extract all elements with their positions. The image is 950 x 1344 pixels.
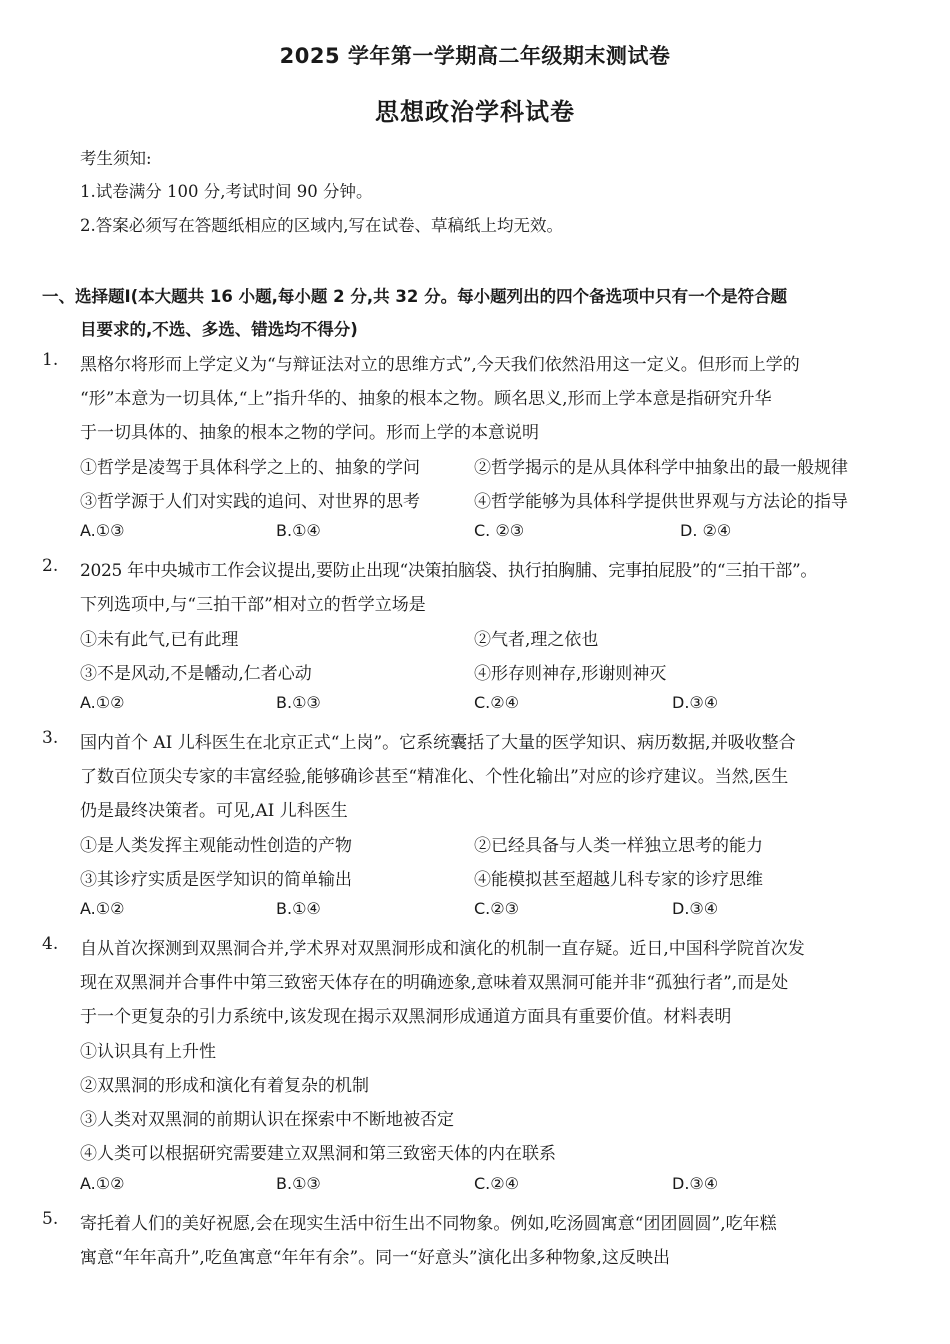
question-stem-line: 国内首个 AI 儿科医生在北京正式“上岗”。它系统囊括了大量的医学知识、病历数据,并吸收整合 bbox=[80, 733, 796, 753]
answer-choice-d: D.③④ bbox=[672, 693, 719, 712]
notice-heading: 考生须知: bbox=[80, 149, 152, 168]
statement-option: ④能模拟甚至超越儿科专家的诊疗思维 bbox=[474, 870, 763, 890]
exam-subtitle: 思想政治学科试卷 bbox=[375, 98, 575, 126]
statement-option: ②已经具备与人类一样独立思考的能力 bbox=[474, 836, 763, 856]
question-number: 3. bbox=[42, 728, 59, 748]
notice-item-1: 1.试卷满分 100 分,考试时间 90 分钟。 bbox=[80, 182, 373, 201]
statement-option: ①是人类发挥主观能动性创造的产物 bbox=[80, 836, 352, 856]
exam-title: 2025 学年第一学期高二年级期末测试卷 bbox=[279, 44, 671, 68]
statement-option: ③人类对双黑洞的前期认识在探索中不断地被否定 bbox=[80, 1110, 454, 1130]
answer-choice-b: B.①③ bbox=[276, 1174, 321, 1193]
notice-item-2: 2.答案必须写在答题纸相应的区域内,写在试卷、草稿纸上均无效。 bbox=[80, 216, 563, 235]
statement-option: ④形存则神存,形谢则神灭 bbox=[474, 664, 667, 684]
answer-choice-a: A.①③ bbox=[80, 521, 125, 540]
answer-choice-a: A.①② bbox=[80, 1174, 125, 1193]
answer-choice-b: B.①④ bbox=[276, 899, 321, 918]
statement-option: ③哲学源于人们对实践的追问、对世界的思考 bbox=[80, 492, 420, 512]
answer-choice-b: B.①④ bbox=[276, 521, 321, 540]
question-stem-line: “形”本意为一切具体,“上”指升华的、抽象的根本之物。顾名思义,形而上学本意是指研究升华 bbox=[80, 389, 772, 409]
answer-choice-a: A.①② bbox=[80, 899, 125, 918]
answer-choice-a: A.①② bbox=[80, 693, 125, 712]
answer-choice-c: C. ②③ bbox=[474, 521, 525, 540]
question-stem-line: 现在双黑洞并合事件中第三致密天体存在的明确迹象,意味着双黑洞可能并非“孤独行者”,而是处 bbox=[80, 973, 789, 993]
answer-choice-d: D.③④ bbox=[672, 1174, 719, 1193]
question-stem-line: 仍是最终决策者。可见,AI 儿科医生 bbox=[80, 801, 348, 821]
statement-option: ①认识具有上升性 bbox=[80, 1042, 216, 1062]
answer-choice-d: D.③④ bbox=[672, 899, 719, 918]
statement-option: ③不是风动,不是幡动,仁者心动 bbox=[80, 664, 312, 684]
question-stem-line: 黑格尔将形而上学定义为“与辩证法对立的思维方式”,今天我们依然沿用这一定义。但形而上学的 bbox=[80, 355, 800, 375]
statement-option: ①哲学是凌驾于具体科学之上的、抽象的学问 bbox=[80, 458, 420, 478]
statement-option: ②气者,理之依也 bbox=[474, 630, 599, 650]
question-stem-line: 于一个更复杂的引力系统中,该发现在揭示双黑洞形成通道方面具有重要价值。材料表明 bbox=[80, 1007, 732, 1027]
question-stem-line: 下列选项中,与“三拍干部”相对立的哲学立场是 bbox=[80, 595, 426, 615]
answer-choice-c: C.②③ bbox=[474, 899, 519, 918]
answer-choice-b: B.①③ bbox=[276, 693, 321, 712]
statement-option: ④哲学能够为具体科学提供世界观与方法论的指导 bbox=[474, 492, 848, 512]
question-stem-line: 自从首次探测到双黑洞合并,学术界对双黑洞形成和演化的机制一直存疑。近日,中国科学院首次发 bbox=[80, 939, 805, 959]
question-number: 5. bbox=[42, 1209, 59, 1229]
question-stem-line: 寓意“年年高升”,吃鱼寓意“年年有余”。同一“好意头”演化出多种物象,这反映出 bbox=[80, 1248, 670, 1268]
question-stem-line: 了数百位顶尖专家的丰富经验,能够确诊甚至“精准化、个性化输出”对应的诊疗建议。当然,医生 bbox=[80, 767, 789, 787]
question-stem-line: 2025 年中央城市工作会议提出,要防止出现“决策拍脑袋、执行拍胸脯、完事拍屁股”的“三拍干部”。 bbox=[80, 561, 818, 581]
answer-choice-c: C.②④ bbox=[474, 693, 519, 712]
statement-option: ②哲学揭示的是从具体科学中抽象出的最一般规律 bbox=[474, 458, 848, 478]
question-number: 2. bbox=[42, 556, 59, 576]
statement-option: ②双黑洞的形成和演化有着复杂的机制 bbox=[80, 1076, 369, 1096]
answer-choice-c: C.②④ bbox=[474, 1174, 519, 1193]
section-heading-cont: 目要求的,不选、多选、错选均不得分) bbox=[80, 320, 358, 339]
statement-option: ④人类可以根据研究需要建立双黑洞和第三致密天体的内在联系 bbox=[80, 1144, 556, 1164]
question-number: 1. bbox=[42, 350, 59, 370]
statement-option: ③其诊疗实质是医学知识的简单输出 bbox=[80, 870, 352, 890]
answer-choice-d: D. ②④ bbox=[680, 521, 732, 540]
question-number: 4. bbox=[42, 934, 59, 954]
section-heading: 一、选择题Ⅰ(本大题共 16 小题,每小题 2 分,共 32 分。每小题列出的四个备选项中只有一个是符合题 bbox=[42, 287, 788, 306]
question-stem-line: 寄托着人们的美好祝愿,会在现实生活中衍生出不同物象。例如,吃汤圆寓意“团团圆圆”,吃年糕 bbox=[80, 1214, 777, 1234]
question-stem-line: 于一切具体的、抽象的根本之物的学问。形而上学的本意说明 bbox=[80, 423, 539, 443]
statement-option: ①未有此气,已有此理 bbox=[80, 630, 239, 650]
